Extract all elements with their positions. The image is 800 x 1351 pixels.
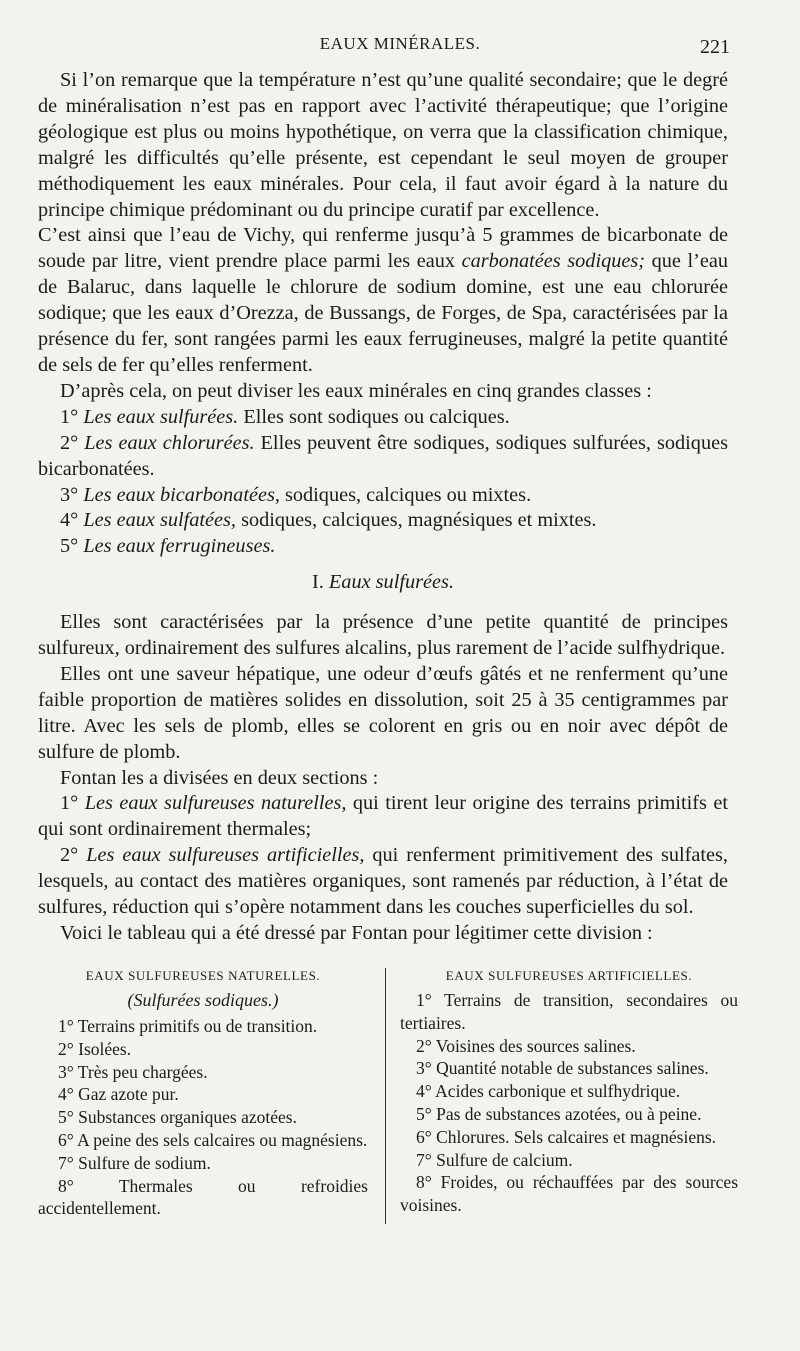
table-row: 2° Isolées. (58, 1038, 132, 1059)
class-number: 5° (60, 535, 79, 558)
paragraph-classes-intro: D’après cela, on peut diviser les eaux minérales en cinq grandes classes : (60, 379, 652, 402)
class-desc: Elles sont sodiques ou calciques. (238, 405, 510, 428)
class-item (38, 483, 728, 509)
class-name: Les eaux sulfatées, (83, 509, 236, 532)
page-header (0, 34, 800, 58)
class-number: 3° (60, 483, 79, 506)
section-heading (38, 570, 728, 596)
running-title: EAUX MINÉRALES. (319, 34, 481, 53)
item-emphasis: Les eaux sulfureuses naturelles, (84, 792, 347, 815)
table-row: 1° Terrains de transition, secondaires ou tertiaires. (400, 990, 738, 1033)
main-text (38, 68, 728, 947)
examples-emphasis: carbonatées sodiques; (461, 250, 646, 273)
class-desc: Elles peuvent être sodiques, sodiques sulfurées, sodiques bicarbonatées. (38, 431, 728, 480)
class-name: Les eaux ferrugineuses. (83, 535, 276, 558)
table-row: 3° Quantité notable de substances salines. (416, 1058, 709, 1079)
table-row: 4° Gaz azote pur. (58, 1084, 179, 1105)
paragraph-fontan: Fontan les a divisées en deux sections : (60, 766, 379, 789)
paragraph-intro: Si l’on remarque que la température n’est qu’une qualité secondaire; que le degré de minéralisation n’est pas en rapport avec l’activité thérapeutique; que l’origine géologique est plus ou moins hypothétique, on verra que la classification chimique, malgré les difficultés qu’elle présente, est cependant le seul moyen de grouper méthodiquement les eaux minérales. Pour cela, il faut avoir égard à la nature du principe chimique prédominant ou du principe curatif par excellence. (38, 69, 728, 221)
section-title: Eaux sulfurées. (328, 571, 454, 594)
table-row: 8° Froides, ou réchauffées par des sources voisines. (400, 1172, 738, 1216)
table-row: 6° A peine des sels calcaires ou magnésiens. (58, 1129, 368, 1150)
column-divider (385, 968, 386, 1224)
column-subheading: (Sulfurées sodiques.) (127, 990, 279, 1010)
class-item (38, 534, 728, 560)
comparison-table (38, 968, 738, 1228)
class-desc: sodiques, calciques, magnésiques et mixtes. (236, 509, 597, 532)
item-emphasis: Les eaux sulfureuses artificielles, (86, 844, 365, 867)
item-number: 1° (60, 792, 79, 815)
section-item-artificial (38, 843, 728, 921)
column-heading: EAUX SULFUREUSES NATURELLES. (85, 968, 321, 983)
class-name: Les eaux sulfurées. (83, 405, 239, 428)
item-text: qui renferment primitivement des sulfates, lesquels, au contact des matières organiques, sont ramenés par réduction, à l’état de sulfures, réduction qui s’opère notamment dans les couches superficielles du sol. (38, 844, 728, 919)
table-column-natural (38, 968, 368, 1220)
class-number: 2° (60, 431, 79, 454)
class-item (38, 405, 728, 431)
table-row: 5° Substances organiques azotées. (58, 1107, 297, 1128)
table-row: 3° Très peu chargées. (58, 1061, 208, 1082)
table-row: 7° Sulfure de sodium. (58, 1152, 211, 1173)
class-name: Les eaux chlorurées. (84, 431, 255, 454)
table-row: 6° Chlorures. Sels calcaires et magnésiens. (416, 1126, 717, 1147)
page-number: 221 (700, 36, 730, 58)
table-row: 1° Terrains primitifs ou de transition. (58, 1016, 318, 1036)
class-number: 1° (60, 405, 79, 428)
table-row: 8° Thermales ou refroidies accidentellement. (38, 1175, 368, 1219)
class-name: Les eaux bicarbonatées, (83, 483, 280, 506)
table-row: 2° Voisines des sources salines. (416, 1035, 636, 1056)
class-number: 4° (60, 509, 79, 532)
table-column-artificial (400, 968, 738, 1217)
paragraph-properties: Elles ont une saveur hépatique, une odeur d’œufs gâtés et ne renferment qu’une faible proportion de matières solides en dissolution, soit 25 à 35 centigrammes par litre. Avec les sels de plomb, elles se colorent en gris ou en noir avec dépôt de sulfure de plomb. (38, 662, 728, 763)
column-heading: EAUX SULFUREUSES ARTIFICIELLES. (445, 968, 693, 983)
paragraph-examples (38, 223, 728, 378)
paragraph-characteristics: Elles sont caractérisées par la présence d’une petite quantité de principes sulfureux, ordinairement des sulfures alcalins, plus rarement de l’acide sulfhydrique. (38, 611, 728, 660)
item-text: qui tirent leur origine des terrains primitifs et qui sont ordinairement thermales; (38, 792, 728, 841)
class-item (38, 508, 728, 534)
table-row: 4° Acides carbonique et sulfhydrique. (416, 1081, 681, 1102)
examples-text-b: que l’eau de Balaruc, dans laquelle le chlorure de sodium domine, est une eau chlorurée sodique; que les eaux d’Orezza, de Bussangs, de Forges, de Spa, caractérisées par la présence du fer, sont rangées parmi les eaux ferrugineuses, malgré la petite quantité de sels de fer qu’elles renferment. (38, 250, 728, 376)
examples-text-a: C’est ainsi que l’eau de Vichy, qui renferme jusqu’à 5 grammes de bicarbonate de soude par litre, vient prendre place parmi les eaux (38, 224, 728, 273)
class-item (38, 431, 728, 483)
table-row: 5° Pas de substances azotées, ou à peine. (416, 1103, 702, 1124)
section-number: I. (312, 571, 324, 594)
table-row: 7° Sulfure de calcium. (416, 1149, 573, 1170)
section-item-natural (38, 791, 728, 843)
class-desc: sodiques, calciques ou mixtes. (279, 483, 532, 506)
paragraph-table-intro: Voici le tableau qui a été dressé par Fontan pour légitimer cette division : (60, 922, 653, 944)
item-number: 2° (60, 844, 79, 867)
